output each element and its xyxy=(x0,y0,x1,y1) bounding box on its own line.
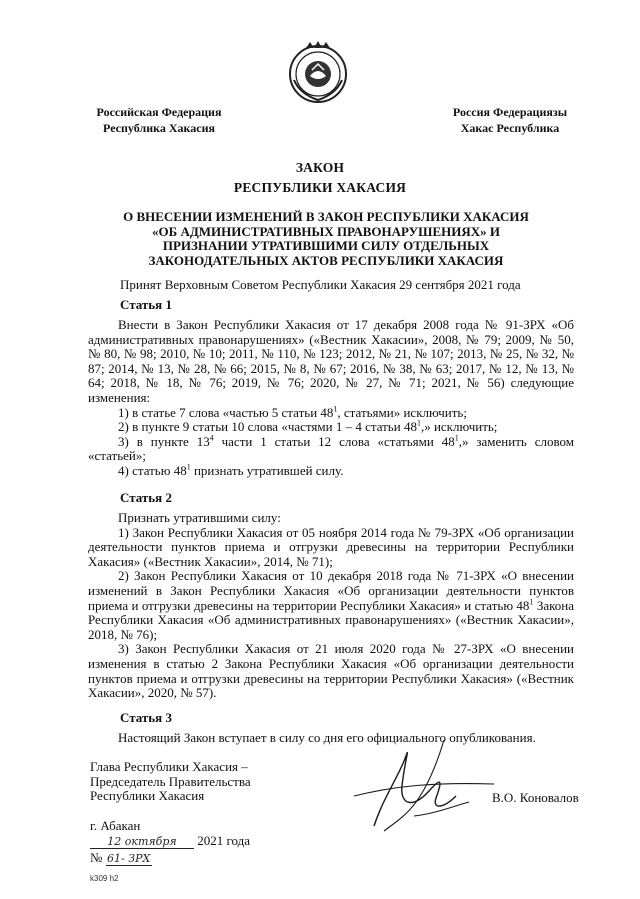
law-number-prefix: № xyxy=(90,850,103,865)
date-year: 2021 года xyxy=(197,833,251,848)
article-1-item-1: 1) в статье 7 слова «частью 5 статьи $48^1$, статьями» исключить; xyxy=(118,404,467,420)
signatory-line-3: Республики Хакасия xyxy=(90,788,205,804)
header-left-country: Российская Федерация xyxy=(96,105,222,119)
doc-title-republic: РЕСПУБЛИКИ ХАКАСИЯ xyxy=(233,180,407,195)
doc-title: ЗАКОН xyxy=(295,160,345,175)
header-right-republic: Хакас Республика xyxy=(460,121,560,135)
header-left-republic: Республика Хакасия xyxy=(103,121,215,135)
header-right xyxy=(440,104,580,136)
article-1-heading: Статья 1 xyxy=(120,297,172,312)
signing-city: г. Абакан xyxy=(90,818,141,833)
doc-subtitle: О ВНЕСЕНИИ ИЗМЕНЕНИЙ В ЗАКОН РЕСПУБЛИКИ ХАКАСИЯ «ОБ АДМИНИСТРАТИВНЫХ ПРАВОНАРУШЕНИЯХ» И ПРИЗНАНИИ УТРАТИВШИМИ СИЛУ ОТДЕЛЬНЫХ ЗАКОНОДАТЕЛЬНЫХ АКТОВ РЕСПУБЛИКИ ХАКАСИЯ xyxy=(123,209,529,268)
law-number xyxy=(90,850,152,866)
article-3-text: Настоящий Закон вступает в силу со дня его официального опубликования. xyxy=(118,730,536,745)
handwritten-date: 12 октября xyxy=(90,835,194,849)
article-2-body xyxy=(88,511,574,701)
article-1-body xyxy=(88,318,574,479)
document-code: k309 h2 xyxy=(90,874,119,883)
coat-of-arms-emblem-icon xyxy=(286,40,350,104)
adoption-line: Принят Верховным Советом Республики Хакасия 29 сентября 2021 года xyxy=(120,277,521,292)
article-2-item-3: 3) Закон Республики Хакасия от 21 июля 2020 года № 27-ЗРХ «О внесении изменения в статью 2 Закона Республики Хакасия «Об организации деятельности пунктов приема и отгрузки древесины на территории Республики Хакасия» («Вестник Хакасии», 2020, № 57). xyxy=(88,641,574,701)
article-2-item-2: 2) Закон Республики Хакасия от 10 декабря 2018 года № 71-ЗРХ «О внесении изменений в Закон Республики Хакасия «Об организации деятельности пунктов приема и отгрузки древесины на территории Республики Хакасия» и статью $48^1$ Закона Республики Хакасия «Об административных правонарушениях» («Вестник Хакасии», 2018, № 76); xyxy=(88,568,575,642)
handwritten-law-number: 61- ЗРХ xyxy=(107,852,151,865)
header-right-country: Россия Федерациязы xyxy=(452,105,568,119)
signatory-title xyxy=(90,760,310,804)
signatory-name: В.О. Коновалов xyxy=(492,790,579,805)
article-2-heading: Статья 2 xyxy=(120,490,172,505)
article-2-intro: Признать утратившими силу: xyxy=(118,510,281,525)
signatory-line-2: Председатель Правительства xyxy=(90,773,251,789)
article-1-intro: Внести в Закон Республики Хакасия от 17 декабря 2008 года № 91-ЗРХ «Об административных правонарушениях» («Вестник Хакасии», 2008, № 79; 2009, № 50, № 80, № 98; 2010, № 10; 2011, № 110, № 123; 2012, № 21, № 107; 2013, № 25, № 32, № 87; 2014, № 13, № 28, № 66; 2015, № 8, № 67; 2016, № 38, № 63; 2017, № 12, № 13, № 64; 2018, № 18, № 76; 2019, № 76; 2020, № 27, № 71; 2021, № 56) следующие изменения: xyxy=(88,317,574,405)
article-3-heading: Статья 3 xyxy=(120,710,172,725)
signatory-line-1: Глава Республики Хакасия – xyxy=(90,759,248,774)
article-1-item-2: 2) в пункте 9 статьи 10 слова «частями 1 – 4 статьи $48^1$,» исключить; xyxy=(118,418,498,435)
handwritten-signature-icon xyxy=(344,736,504,836)
article-1-item-4: 4) статью $48^1$ признать утратившей силу. xyxy=(118,462,344,478)
signing-date xyxy=(90,833,250,849)
article-2-item-1: 1) Закон Республики Хакасия от 05 ноября 2014 года № 79-ЗРХ «Об организации деятельности пунктов приема и отгрузки древесины на территории Республики Хакасия» («Вестник Хакасии», 2014, № 71); xyxy=(88,524,574,569)
article-1-item-3: 3) в пункте $13^4$ части 1 статьи 12 слова «статьями $48^1$,» заменить словом «статьей»; xyxy=(88,433,574,464)
header-left xyxy=(84,104,234,136)
